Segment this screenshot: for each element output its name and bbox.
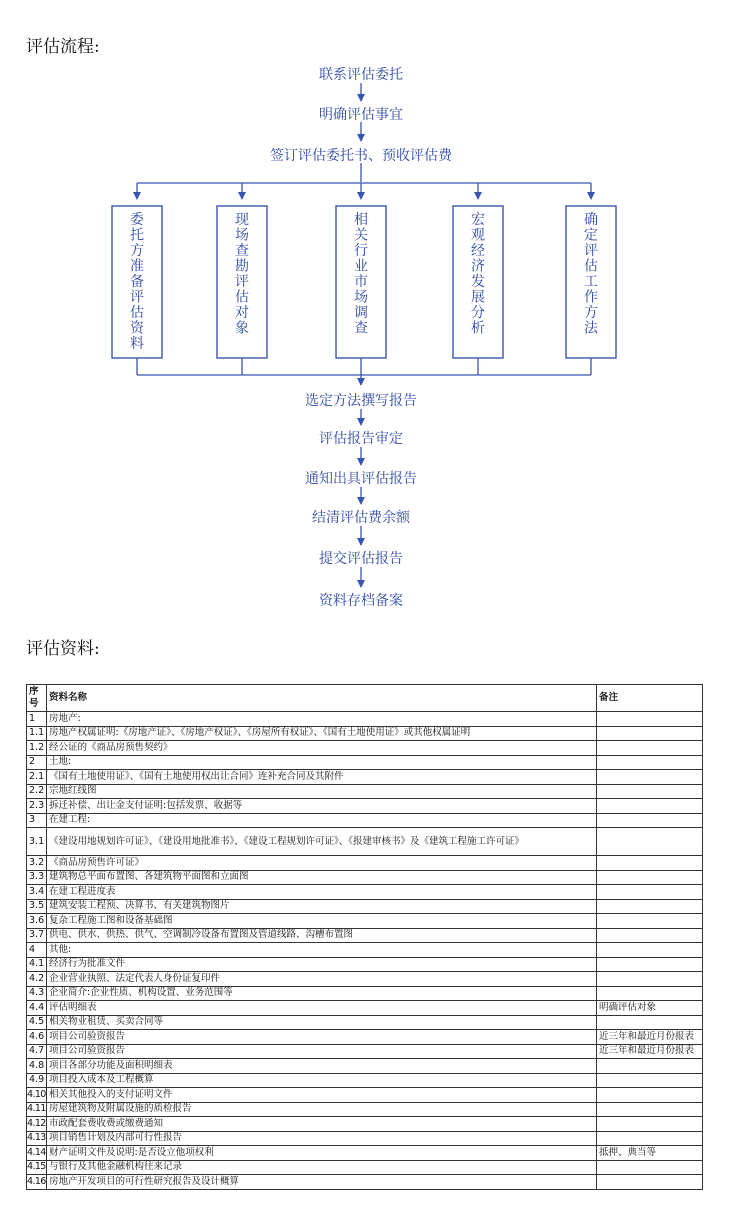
cell-note: 抵押、典当等 bbox=[597, 1146, 703, 1161]
table-row bbox=[27, 799, 703, 814]
cell-no: 4.12 bbox=[27, 1117, 47, 1132]
parallel-task-2: 现场查勘评估对象 bbox=[235, 212, 249, 337]
cell-name: 建筑安装工程预、决算书、有关建筑物图片 bbox=[47, 899, 597, 914]
cell-no: 4.2 bbox=[27, 972, 47, 987]
cell-note bbox=[597, 885, 703, 900]
cell-note bbox=[597, 712, 703, 727]
cell-note bbox=[597, 1088, 703, 1103]
cell-no: 4.1 bbox=[27, 957, 47, 972]
table-row bbox=[27, 712, 703, 727]
cell-no: 2 bbox=[27, 755, 47, 770]
cell-note bbox=[597, 755, 703, 770]
cell-no: 4.4 bbox=[27, 1001, 47, 1016]
cell-note bbox=[597, 1117, 703, 1132]
table-row bbox=[27, 726, 703, 741]
cell-name: 企业营业执照、法定代表人身份证复印件 bbox=[47, 972, 597, 987]
table-row bbox=[27, 1102, 703, 1117]
table-row bbox=[27, 1001, 703, 1016]
table-row bbox=[27, 1030, 703, 1045]
cell-name: 项目投入成本及工程概算 bbox=[47, 1073, 597, 1088]
cell-name: 《建设用地规划许可证》、《建设用地批准书》、《建设工程规划许可证》、《报建审核书》及《建筑工程施工许可证》 bbox=[47, 828, 597, 856]
materials-table bbox=[26, 684, 703, 1190]
header-note: 备注 bbox=[597, 685, 703, 712]
parallel-task-3: 相关行业市场调查 bbox=[354, 212, 368, 337]
cell-name: 评估明细表 bbox=[47, 1001, 597, 1016]
table-row bbox=[27, 957, 703, 972]
cell-note: 近三年和最近月份报表 bbox=[597, 1044, 703, 1059]
cell-note bbox=[597, 770, 703, 785]
cell-name: 供电、供水、供热、供气、空调制冷设备布置图及管道线路、沟槽布置图 bbox=[47, 928, 597, 943]
cell-note bbox=[597, 1015, 703, 1030]
flow-step-3: 签订评估委托书、预收评估费 bbox=[270, 148, 452, 164]
cell-no: 1 bbox=[27, 712, 47, 727]
table-row bbox=[27, 1015, 703, 1030]
cell-note bbox=[597, 1059, 703, 1074]
cell-note bbox=[597, 1131, 703, 1146]
cell-note bbox=[597, 914, 703, 929]
table-header-row bbox=[27, 685, 703, 712]
cell-name: 项目各部分功能及面积明细表 bbox=[47, 1059, 597, 1074]
flow-step-1: 联系评估委托 bbox=[319, 67, 403, 83]
cell-no: 4.5 bbox=[27, 1015, 47, 1030]
cell-no: 2.2 bbox=[27, 784, 47, 799]
table-row bbox=[27, 1146, 703, 1161]
cell-name: 市政配套费收费或缴费通知 bbox=[47, 1117, 597, 1132]
cell-no: 4.13 bbox=[27, 1131, 47, 1146]
cell-name: 与银行及其他金融机构往来记录 bbox=[47, 1160, 597, 1175]
cell-no: 3 bbox=[27, 813, 47, 828]
flow-step-4: 选定方法撰写报告 bbox=[305, 393, 417, 409]
table-row bbox=[27, 870, 703, 885]
materials-heading: 评估资料: bbox=[26, 639, 100, 659]
cell-note bbox=[597, 972, 703, 987]
cell-no: 2.1 bbox=[27, 770, 47, 785]
cell-name: 经济行为批准文件 bbox=[47, 957, 597, 972]
cell-name: 房屋建筑物及附属设施的质检报告 bbox=[47, 1102, 597, 1117]
table-row bbox=[27, 813, 703, 828]
cell-no: 4.7 bbox=[27, 1044, 47, 1059]
cell-name: 房地产权属证明:《房地产证》、《房地产权证》、《房屋所有权证》、《国有土地使用证》或其他权属证明 bbox=[47, 726, 597, 741]
table-row bbox=[27, 1175, 703, 1190]
table-row bbox=[27, 1059, 703, 1074]
cell-no: 1.1 bbox=[27, 726, 47, 741]
cell-note bbox=[597, 1073, 703, 1088]
cell-note bbox=[597, 828, 703, 856]
table-row bbox=[27, 928, 703, 943]
cell-name: 房地产开发项目的可行性研究报告及设计概算 bbox=[47, 1175, 597, 1190]
table-row bbox=[27, 1088, 703, 1103]
cell-name: 企业简介:企业性质、机构设置、业务范围等 bbox=[47, 986, 597, 1001]
table-row bbox=[27, 784, 703, 799]
table-row bbox=[27, 828, 703, 856]
table-row bbox=[27, 856, 703, 871]
cell-name: 相关物业租赁、买卖合同等 bbox=[47, 1015, 597, 1030]
cell-no: 4.11 bbox=[27, 1102, 47, 1117]
cell-no: 3.2 bbox=[27, 856, 47, 871]
cell-no: 3.5 bbox=[27, 899, 47, 914]
cell-no: 4 bbox=[27, 943, 47, 958]
cell-note bbox=[597, 799, 703, 814]
cell-no: 3.3 bbox=[27, 870, 47, 885]
cell-no: 2.3 bbox=[27, 799, 47, 814]
table-row bbox=[27, 1131, 703, 1146]
cell-no: 4.15 bbox=[27, 1160, 47, 1175]
cell-no: 4.6 bbox=[27, 1030, 47, 1045]
cell-note bbox=[597, 856, 703, 871]
flow-step-5: 评估报告审定 bbox=[319, 431, 403, 447]
cell-note bbox=[597, 784, 703, 799]
cell-note bbox=[597, 899, 703, 914]
cell-name: 建筑物总平面布置图、各建筑物平面图和立面图 bbox=[47, 870, 597, 885]
table-row bbox=[27, 1044, 703, 1059]
cell-no: 3.1 bbox=[27, 828, 47, 856]
cell-name: 在建工程: bbox=[47, 813, 597, 828]
cell-note bbox=[597, 928, 703, 943]
table-row bbox=[27, 741, 703, 756]
cell-no: 4.3 bbox=[27, 986, 47, 1001]
cell-no: 3.6 bbox=[27, 914, 47, 929]
table-row bbox=[27, 1160, 703, 1175]
table-row bbox=[27, 770, 703, 785]
cell-name: 项目公司验资报告 bbox=[47, 1030, 597, 1045]
table-row bbox=[27, 914, 703, 929]
cell-name: 《国有土地使用证》、《国有土地使用权出让合同》连补充合同及其附件 bbox=[47, 770, 597, 785]
cell-note bbox=[597, 986, 703, 1001]
table-row bbox=[27, 986, 703, 1001]
flow-step-6: 通知出具评估报告 bbox=[305, 471, 417, 487]
cell-note bbox=[597, 943, 703, 958]
cell-no: 4.14 bbox=[27, 1146, 47, 1161]
cell-name: 复杂工程施工图和设备基础图 bbox=[47, 914, 597, 929]
process-heading: 评估流程: bbox=[26, 37, 100, 57]
cell-note bbox=[597, 741, 703, 756]
cell-name: 《商品房预售许可证》 bbox=[47, 856, 597, 871]
cell-note bbox=[597, 957, 703, 972]
cell-name: 宗地红线图 bbox=[47, 784, 597, 799]
cell-note bbox=[597, 1175, 703, 1190]
flow-step-9: 资料存档备案 bbox=[319, 593, 403, 609]
parallel-task-4: 宏观经济发展分析 bbox=[471, 212, 485, 337]
cell-name: 在建工程进度表 bbox=[47, 885, 597, 900]
cell-no: 3.7 bbox=[27, 928, 47, 943]
parallel-task-1: 委托方准备评估资料 bbox=[130, 212, 144, 352]
cell-name: 土地: bbox=[47, 755, 597, 770]
cell-no: 4.9 bbox=[27, 1073, 47, 1088]
cell-name: 其他: bbox=[47, 943, 597, 958]
flow-step-7: 结清评估费余额 bbox=[312, 510, 410, 526]
cell-name: 拆迁补偿、出让金支付证明:包括发票、收据等 bbox=[47, 799, 597, 814]
table-row bbox=[27, 899, 703, 914]
cell-name: 财产证明文件及说明:是否设立他项权利 bbox=[47, 1146, 597, 1161]
table-row bbox=[27, 755, 703, 770]
header-no: 序号 bbox=[27, 685, 47, 712]
cell-no: 3.4 bbox=[27, 885, 47, 900]
cell-note: 近三年和最近月份报表 bbox=[597, 1030, 703, 1045]
cell-no: 1.2 bbox=[27, 741, 47, 756]
cell-note bbox=[597, 813, 703, 828]
cell-name: 经公证的《商品房预售契约》 bbox=[47, 741, 597, 756]
cell-note bbox=[597, 1160, 703, 1175]
cell-no: 4.16 bbox=[27, 1175, 47, 1190]
flow-step-2: 明确评估事宜 bbox=[319, 107, 403, 123]
cell-note: 明确评估对象 bbox=[597, 1001, 703, 1016]
table-row bbox=[27, 885, 703, 900]
cell-note bbox=[597, 870, 703, 885]
table-row bbox=[27, 972, 703, 987]
table-row bbox=[27, 1117, 703, 1132]
cell-note bbox=[597, 1102, 703, 1117]
cell-name: 相关其他投入的支付证明文件 bbox=[47, 1088, 597, 1103]
cell-name: 项目公司验资报告 bbox=[47, 1044, 597, 1059]
cell-name: 房地产: bbox=[47, 712, 597, 727]
cell-no: 4.10 bbox=[27, 1088, 47, 1103]
table-row bbox=[27, 943, 703, 958]
cell-name: 项目销售计划及内部可行性报告 bbox=[47, 1131, 597, 1146]
table-row bbox=[27, 1073, 703, 1088]
cell-note bbox=[597, 726, 703, 741]
header-name: 资料名称 bbox=[47, 685, 597, 712]
flow-step-8: 提交评估报告 bbox=[319, 551, 403, 567]
parallel-task-5: 确定评估工作方法 bbox=[584, 212, 598, 337]
cell-no: 4.8 bbox=[27, 1059, 47, 1074]
